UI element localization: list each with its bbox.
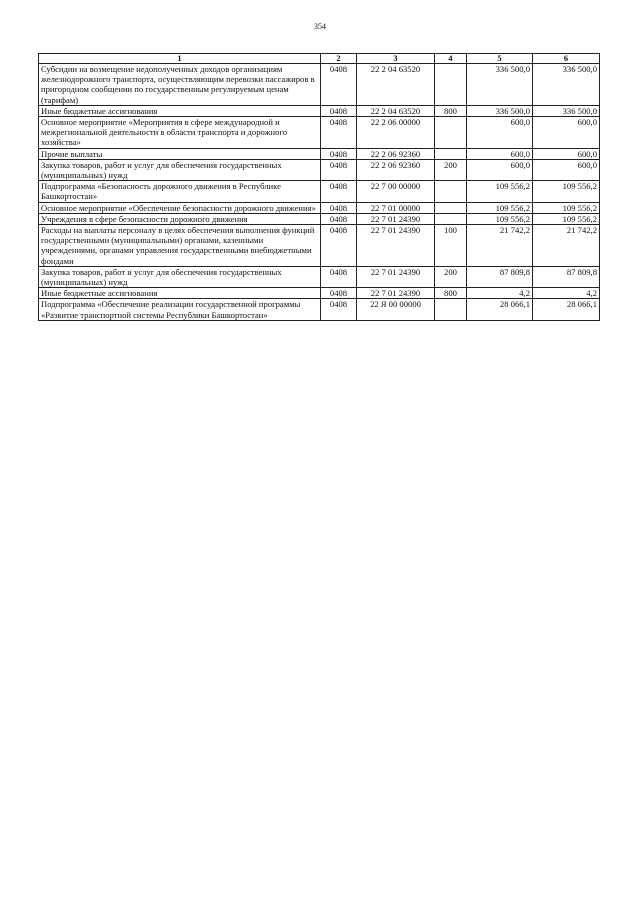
table-row bbox=[39, 64, 600, 106]
table-row bbox=[39, 117, 600, 149]
column-header: 4 bbox=[435, 54, 467, 64]
column-header: 2 bbox=[321, 54, 357, 64]
item-name: Подпрограмма «Обеспечение реализации государственной программы «Развитие транспортной системы Республики Башкортостан» bbox=[39, 299, 321, 320]
target-code: 22 2 04 63520 bbox=[357, 64, 435, 106]
amount-col5: 336 500,0 bbox=[467, 105, 533, 116]
amount-col6: 600,0 bbox=[533, 117, 600, 149]
amount-col6: 336 500,0 bbox=[533, 64, 600, 106]
section-code: 0408 bbox=[321, 117, 357, 149]
table-row bbox=[39, 299, 600, 320]
table-row bbox=[39, 202, 600, 213]
page-number: 354 bbox=[314, 22, 326, 31]
item-name: Иные бюджетные ассигнования bbox=[39, 288, 321, 299]
target-code: 22 7 01 24390 bbox=[357, 213, 435, 224]
expense-type bbox=[435, 181, 467, 202]
amount-col5: 4,2 bbox=[467, 288, 533, 299]
table-row bbox=[39, 105, 600, 116]
amount-col5: 109 556,2 bbox=[467, 181, 533, 202]
expense-type bbox=[435, 64, 467, 106]
expense-type: 200 bbox=[435, 266, 467, 287]
amount-col6: 4,2 bbox=[533, 288, 600, 299]
amount-col5: 87 809,8 bbox=[467, 266, 533, 287]
expense-type bbox=[435, 202, 467, 213]
expense-type: 100 bbox=[435, 225, 467, 267]
target-code: 22 2 06 00000 bbox=[357, 117, 435, 149]
target-code: 22 7 01 24390 bbox=[357, 288, 435, 299]
item-name: Закупка товаров, работ и услуг для обеспечения государственных (муниципальных) нужд bbox=[39, 266, 321, 287]
section-code: 0408 bbox=[321, 105, 357, 116]
expense-type bbox=[435, 117, 467, 149]
table-row bbox=[39, 266, 600, 287]
section-code: 0408 bbox=[321, 159, 357, 180]
item-name: Иные бюджетные ассигнования bbox=[39, 105, 321, 116]
target-code: 22 7 01 24390 bbox=[357, 225, 435, 267]
expense-type: 200 bbox=[435, 159, 467, 180]
amount-col6: 109 556,2 bbox=[533, 202, 600, 213]
table-row bbox=[39, 225, 600, 267]
section-code: 0408 bbox=[321, 299, 357, 320]
section-code: 0408 bbox=[321, 225, 357, 267]
target-code: 22 7 01 00000 bbox=[357, 202, 435, 213]
column-header: 3 bbox=[357, 54, 435, 64]
table-row bbox=[39, 288, 600, 299]
section-code: 0408 bbox=[321, 266, 357, 287]
item-name: Подпрограмма «Безопасность дорожного движения в Республике Башкортостан» bbox=[39, 181, 321, 202]
table-row bbox=[39, 159, 600, 180]
budget-table bbox=[38, 53, 600, 321]
item-name: Основное мероприятие «Обеспечение безопасности дорожного движения» bbox=[39, 202, 321, 213]
table-row bbox=[39, 213, 600, 224]
amount-col5: 600,0 bbox=[467, 159, 533, 180]
amount-col6: 21 742,2 bbox=[533, 225, 600, 267]
target-code: 22 2 06 92360 bbox=[357, 159, 435, 180]
amount-col6: 336 500,0 bbox=[533, 105, 600, 116]
amount-col5: 109 556,2 bbox=[467, 202, 533, 213]
item-name: Учреждения в сфере безопасности дорожного движения bbox=[39, 213, 321, 224]
amount-col6: 600,0 bbox=[533, 159, 600, 180]
item-name: Субсидии на возмещение недополученных доходов организациям железнодорожного транспорта, осуществляющим перевозки пассажиров в пригородном сообщении по государственным регулируемым ценам (тарифам) bbox=[39, 64, 321, 106]
amount-col6: 600,0 bbox=[533, 148, 600, 159]
item-name: Прочие выплаты bbox=[39, 148, 321, 159]
amount-col6: 109 556,2 bbox=[533, 181, 600, 202]
item-name: Расходы на выплаты персоналу в целях обеспечения выполнения функций государственными (муниципальными) органами, казенными учреждениями, органами управления государственными внебюджетными фондами bbox=[39, 225, 321, 267]
target-code: 22 7 00 00000 bbox=[357, 181, 435, 202]
item-name: Закупка товаров, работ и услуг для обеспечения государственных (муниципальных) нужд bbox=[39, 159, 321, 180]
column-header: 5 bbox=[467, 54, 533, 64]
section-code: 0408 bbox=[321, 181, 357, 202]
target-code: 22 Я 00 00000 bbox=[357, 299, 435, 320]
expense-type bbox=[435, 299, 467, 320]
table-row bbox=[39, 148, 600, 159]
target-code: 22 2 06 92360 bbox=[357, 148, 435, 159]
section-code: 0408 bbox=[321, 213, 357, 224]
amount-col5: 600,0 bbox=[467, 148, 533, 159]
amount-col5: 21 742,2 bbox=[467, 225, 533, 267]
amount-col5: 109 556,2 bbox=[467, 213, 533, 224]
expense-type bbox=[435, 148, 467, 159]
section-code: 0408 bbox=[321, 288, 357, 299]
amount-col6: 109 556,2 bbox=[533, 213, 600, 224]
amount-col6: 87 809,8 bbox=[533, 266, 600, 287]
target-code: 22 7 01 24390 bbox=[357, 266, 435, 287]
amount-col5: 28 066,1 bbox=[467, 299, 533, 320]
table-header-row bbox=[39, 54, 600, 64]
item-name: Основное мероприятие «Мероприятия в сфере международной и межрегиональной деятельности в области транспорта и дорожного хозяйства» bbox=[39, 117, 321, 149]
table-row bbox=[39, 181, 600, 202]
expense-type bbox=[435, 213, 467, 224]
target-code: 22 2 04 63520 bbox=[357, 105, 435, 116]
amount-col6: 28 066,1 bbox=[533, 299, 600, 320]
column-header: 1 bbox=[39, 54, 321, 64]
amount-col5: 336 500,0 bbox=[467, 64, 533, 106]
expense-type: 800 bbox=[435, 288, 467, 299]
section-code: 0408 bbox=[321, 64, 357, 106]
amount-col5: 600,0 bbox=[467, 117, 533, 149]
section-code: 0408 bbox=[321, 202, 357, 213]
section-code: 0408 bbox=[321, 148, 357, 159]
column-header: 6 bbox=[533, 54, 600, 64]
expense-type: 800 bbox=[435, 105, 467, 116]
